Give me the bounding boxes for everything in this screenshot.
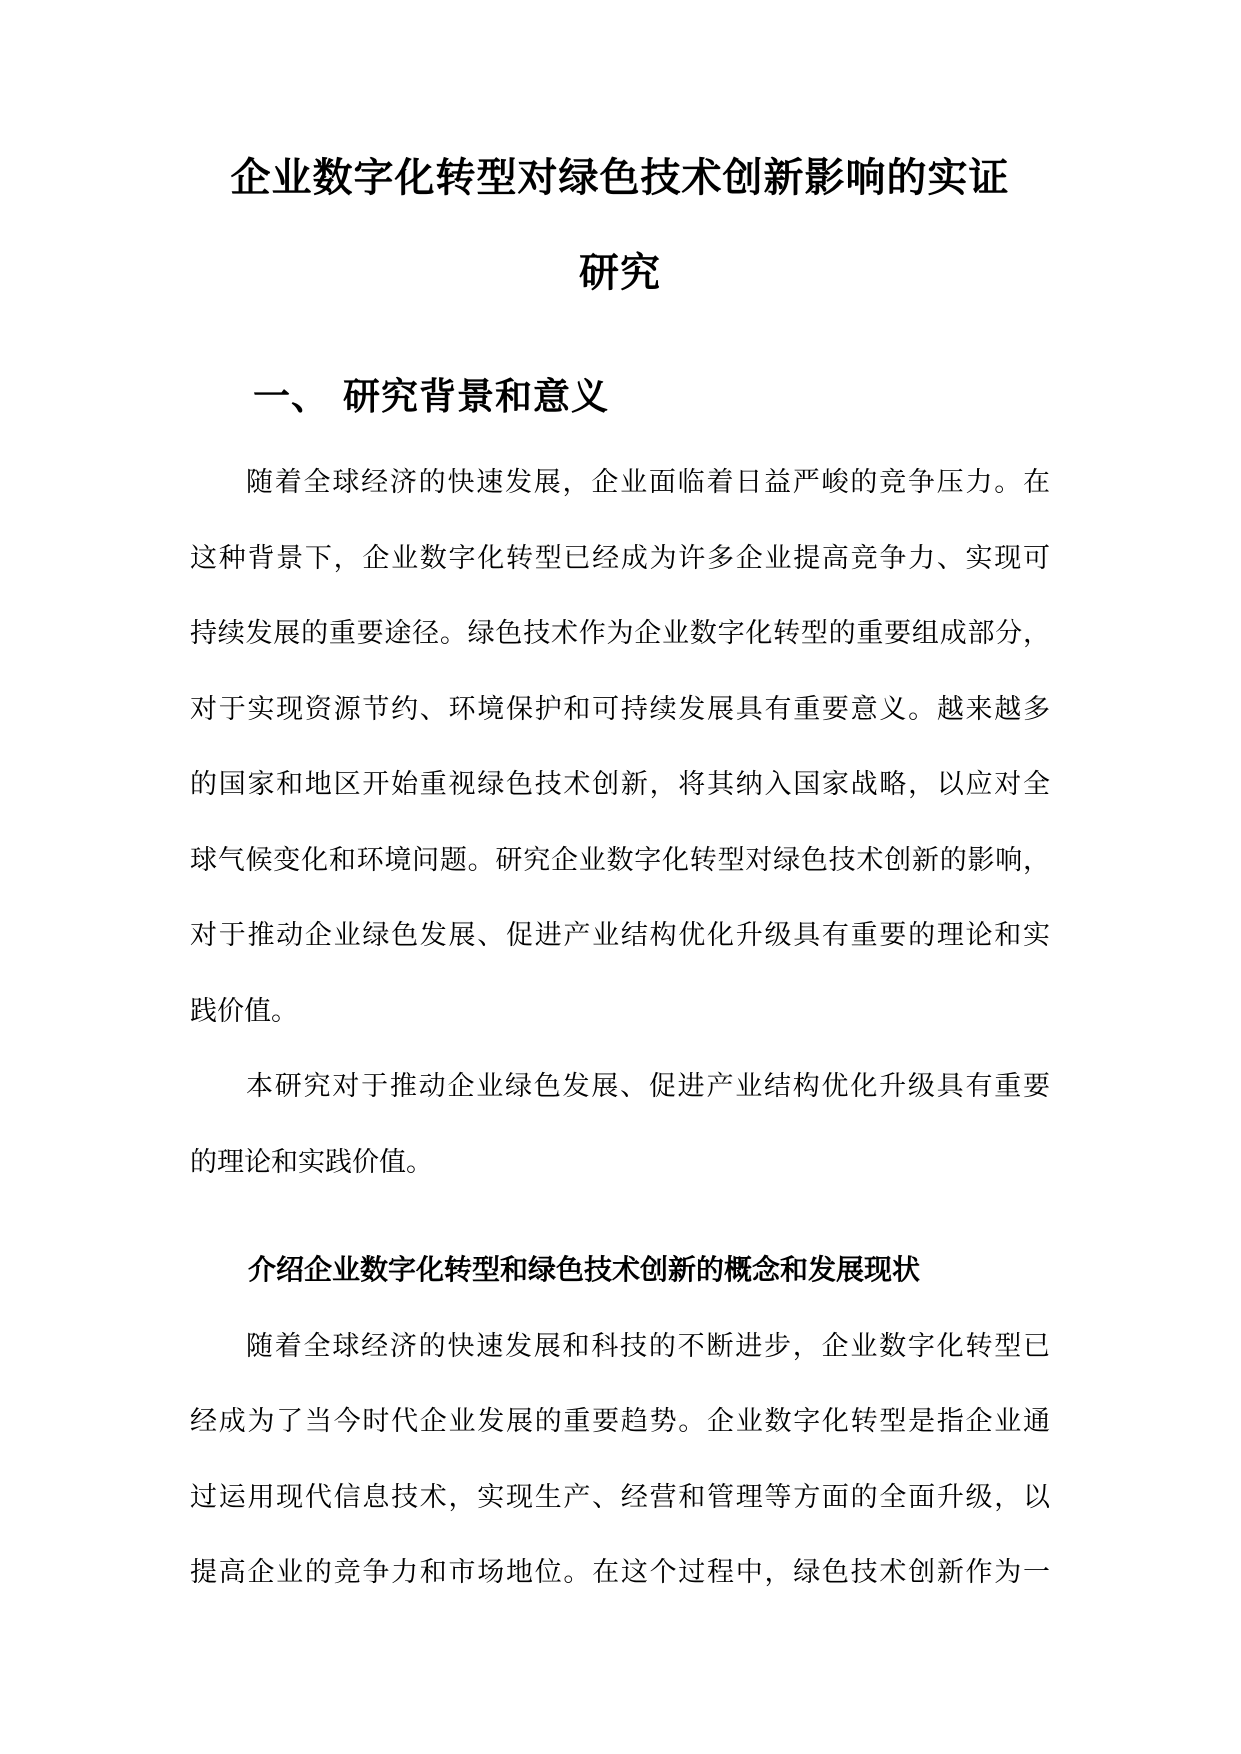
body-line: 对于实现资源节约、环境保护和可持续发展具有重要意义。越来越多	[190, 693, 1050, 724]
section-heading	[190, 360, 1050, 436]
body-line: 随着全球经济的快速发展，企业面临着日益严峻的竞争压力。在	[246, 467, 1050, 497]
body-line: 经成为了当今时代企业发展的重要趋势。企业数字化转型是指企业通	[190, 1406, 1050, 1436]
document-body	[190, 445, 1050, 1611]
body-line: 的理论和实践价值。	[190, 1146, 433, 1177]
body-line: 提高企业的竞争力和市场地位。在这个过程中，绿色技术创新作为一	[190, 1557, 1050, 1587]
body-line: 持续发展的重要途径。绿色技术作为企业数字化转型的重要组成部分，	[190, 618, 1050, 648]
section-number: 一、	[253, 377, 329, 418]
body-line: 的国家和地区开始重视绿色技术创新，将其纳入国家战略，以应对全	[190, 769, 1050, 799]
body-line: 本研究对于推动企业绿色发展、促进产业结构优化升级具有重要	[246, 1071, 1050, 1101]
sub-heading: 介绍企业数字化转型和绿色技术创新的概念和发展现状	[248, 1255, 921, 1286]
body-line: 随着全球经济的快速发展和科技的不断进步，企业数字化转型已	[246, 1330, 1050, 1361]
paragraph-3	[190, 1309, 1050, 1611]
section-heading-text: 研究背景和意义	[343, 377, 609, 418]
body-line: 球气候变化和环境问题。研究企业数字化转型对绿色技术创新的影响，	[190, 844, 1050, 875]
document-title	[190, 130, 1050, 320]
body-line: 过运用现代信息技术，实现生产、经营和管理等方面的全面升级，以	[190, 1481, 1050, 1512]
body-line: 对于推动企业绿色发展、促进产业结构优化升级具有重要的理论和实	[190, 920, 1050, 950]
body-line: 践价值。	[190, 995, 298, 1026]
paragraph-2	[190, 1049, 1050, 1200]
body-line: 这种背景下，企业数字化转型已经成为许多企业提高竞争力、实现可	[190, 542, 1050, 573]
title-line-1: 企业数字化转型对绿色技术创新影响的实证	[230, 155, 1010, 200]
title-line-2: 研究	[579, 250, 661, 295]
paragraph-1	[190, 445, 1050, 1049]
